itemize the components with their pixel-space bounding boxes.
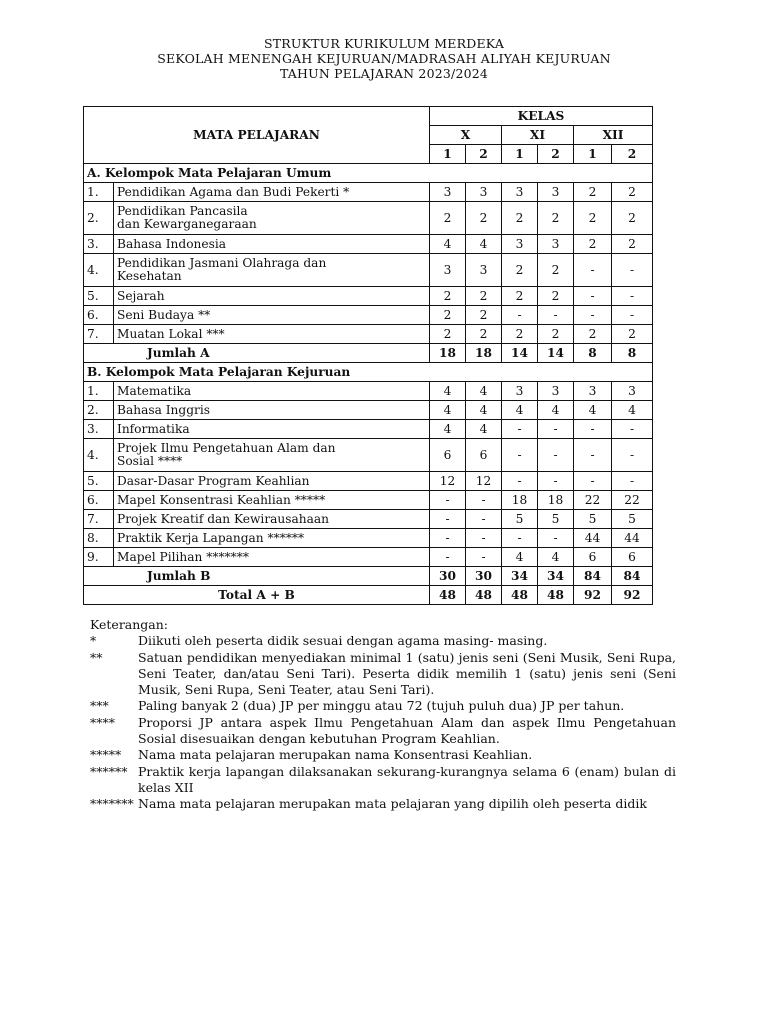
hours-cell: - — [538, 306, 574, 325]
subject-row — [84, 254, 653, 287]
row-number: 3. — [84, 420, 114, 439]
note-text: Diikuti oleh peserta didik sesuai dengan agama masing- masing. — [138, 633, 548, 649]
note-mark: ** — [90, 649, 103, 665]
semester-header: 2 — [612, 145, 653, 164]
hours-cell: - — [574, 306, 612, 325]
hours-cell: 18 — [502, 491, 538, 510]
subject-row — [84, 382, 653, 401]
hours-cell: 22 — [612, 491, 653, 510]
hours-cell: 5 — [612, 510, 653, 529]
subject-row — [84, 287, 653, 306]
hours-cell: 2 — [574, 183, 612, 202]
hours-cell: - — [538, 472, 574, 491]
hours-cell: 12 — [430, 472, 466, 491]
hours-cell: 2 — [430, 325, 466, 344]
note-text: Praktik kerja lapangan dilaksanakan sekurang-kurangnya selama 6 (enam) bulan di kelas XII — [138, 763, 676, 795]
group-b — [84, 363, 653, 586]
notes-heading: Keterangan: — [90, 617, 169, 632]
hours-cell: 18 — [538, 491, 574, 510]
hours-cell: 2 — [502, 202, 538, 235]
hours-cell: 2 — [612, 183, 653, 202]
hours-cell: 4 — [538, 548, 574, 567]
hours-cell: 6 — [574, 548, 612, 567]
subject-row — [84, 401, 653, 420]
notes-list — [90, 633, 676, 812]
hours-cell: 6 — [612, 548, 653, 567]
row-number: 1. — [84, 382, 114, 401]
row-number: 2. — [84, 202, 114, 235]
hours-cell: 4 — [538, 401, 574, 420]
group-a-total-row — [84, 344, 653, 363]
total-cell: 18 — [466, 344, 502, 363]
hours-cell: 2 — [574, 235, 612, 254]
subject-name: Matematika — [114, 382, 430, 401]
hours-cell: 5 — [538, 510, 574, 529]
row-number: 2. — [84, 401, 114, 420]
row-number: 6. — [84, 306, 114, 325]
hours-cell: 4 — [466, 382, 502, 401]
hours-cell: 4 — [502, 548, 538, 567]
hours-cell: - — [502, 472, 538, 491]
semester-header: 2 — [538, 145, 574, 164]
hours-cell: 6 — [430, 439, 466, 472]
total-cell: 30 — [466, 567, 502, 586]
hours-cell: 2 — [502, 254, 538, 287]
group-a — [84, 164, 653, 363]
hours-cell: - — [430, 491, 466, 510]
group-a-total-label: Jumlah A — [84, 344, 430, 363]
hours-cell: - — [574, 420, 612, 439]
row-number: 7. — [84, 510, 114, 529]
subject-name: Bahasa Inggris — [114, 401, 430, 420]
hours-cell: 2 — [538, 325, 574, 344]
hours-cell: 2 — [612, 325, 653, 344]
hours-cell: 3 — [430, 254, 466, 287]
note-item — [90, 698, 676, 714]
hours-cell: 4 — [574, 401, 612, 420]
row-number: 1. — [84, 183, 114, 202]
hours-cell: 3 — [466, 254, 502, 287]
hours-cell: 3 — [430, 183, 466, 202]
hours-cell: - — [574, 287, 612, 306]
row-number: 6. — [84, 491, 114, 510]
subject-name: Muatan Lokal *** — [114, 325, 430, 344]
curriculum-table — [83, 106, 653, 605]
hours-cell: 4 — [430, 401, 466, 420]
row-number: 4. — [84, 439, 114, 472]
row-number: 3. — [84, 235, 114, 254]
hours-cell: - — [612, 439, 653, 472]
hours-cell: 44 — [612, 529, 653, 548]
subject-header: MATA PELAJARAN — [84, 107, 430, 164]
hours-cell: - — [502, 439, 538, 472]
semester-header: 1 — [574, 145, 612, 164]
subject-name: Pendidikan Pancasila dan Kewarganegaraan — [114, 202, 430, 235]
grand-total-cell: 92 — [612, 586, 653, 605]
group-b-title: B. Kelompok Mata Pelajaran Kejuruan — [84, 363, 653, 382]
total-cell: 84 — [612, 567, 653, 586]
hours-cell: 3 — [538, 183, 574, 202]
row-number: 8. — [84, 529, 114, 548]
total-cell: 18 — [430, 344, 466, 363]
subject-row — [84, 235, 653, 254]
subject-name: Dasar-Dasar Program Keahlian — [114, 472, 430, 491]
hours-cell: 2 — [538, 254, 574, 287]
hours-cell: - — [574, 254, 612, 287]
total-cell: 14 — [502, 344, 538, 363]
hours-cell: 2 — [502, 287, 538, 306]
group-a-title: A. Kelompok Mata Pelajaran Umum — [84, 164, 653, 183]
hours-cell: 4 — [612, 401, 653, 420]
subject-name: Sejarah — [114, 287, 430, 306]
hours-cell: - — [466, 510, 502, 529]
note-text: Nama mata pelajaran merupakan mata pelajaran yang dipilih oleh peserta didik — [138, 796, 647, 812]
grand-total-cell: 48 — [502, 586, 538, 605]
hours-cell: 2 — [574, 325, 612, 344]
total-cell: 34 — [502, 567, 538, 586]
hours-cell: 2 — [430, 287, 466, 306]
hours-cell: - — [466, 529, 502, 548]
hours-cell: 2 — [502, 325, 538, 344]
hours-cell: - — [466, 491, 502, 510]
semester-header: 2 — [466, 145, 502, 164]
hours-cell: - — [574, 439, 612, 472]
subject-name: Pendidikan Jasmani Olahraga dan Kesehatan — [114, 254, 430, 287]
total-cell: 14 — [538, 344, 574, 363]
grand-total-label: Total A + B — [84, 586, 430, 605]
hours-cell: 3 — [466, 183, 502, 202]
note-item — [90, 747, 676, 763]
subject-name: Mapel Konsentrasi Keahlian ***** — [114, 491, 430, 510]
hours-cell: 6 — [466, 439, 502, 472]
page-title — [0, 36, 768, 81]
hours-cell: - — [612, 254, 653, 287]
kelas-header: KELAS — [430, 107, 653, 126]
group-b-total-label: Jumlah B — [84, 567, 430, 586]
hours-cell: 4 — [430, 420, 466, 439]
hours-cell: 3 — [612, 382, 653, 401]
hours-cell: - — [538, 420, 574, 439]
hours-cell: 2 — [574, 202, 612, 235]
hours-cell: - — [502, 306, 538, 325]
note-item — [90, 764, 676, 797]
subject-row — [84, 439, 653, 472]
hours-cell: 2 — [430, 202, 466, 235]
subject-row — [84, 420, 653, 439]
row-number: 9. — [84, 548, 114, 567]
hours-cell: 4 — [466, 420, 502, 439]
hours-cell: 3 — [502, 235, 538, 254]
hours-cell: 2 — [466, 287, 502, 306]
note-item — [90, 715, 676, 748]
grand-total-cell: 48 — [538, 586, 574, 605]
row-number: 7. — [84, 325, 114, 344]
title-line-1: STRUKTUR KURIKULUM MERDEKA — [263, 36, 505, 51]
semester-header: 1 — [430, 145, 466, 164]
hours-cell: - — [574, 472, 612, 491]
note-item — [90, 633, 676, 649]
hours-cell: 2 — [612, 235, 653, 254]
row-number: 4. — [84, 254, 114, 287]
subject-name: Projek Kreatif dan Kewirausahaan — [114, 510, 430, 529]
subject-row — [84, 325, 653, 344]
subject-row — [84, 472, 653, 491]
total-cell: 34 — [538, 567, 574, 586]
hours-cell: - — [502, 420, 538, 439]
note-mark: **** — [90, 714, 115, 730]
subject-name: Praktik Kerja Lapangan ****** — [114, 529, 430, 548]
hours-cell: 4 — [466, 235, 502, 254]
subject-row — [84, 202, 653, 235]
hours-cell: - — [466, 548, 502, 567]
hours-cell: - — [430, 548, 466, 567]
title-line-2: SEKOLAH MENENGAH KEJURUAN/MADRASAH ALIYAH KEJURUAN — [157, 51, 611, 66]
subject-name: Mapel Pilihan ******* — [114, 548, 430, 567]
group-a-title-row — [84, 164, 653, 183]
row-number: 5. — [84, 472, 114, 491]
semester-header: 1 — [502, 145, 538, 164]
note-mark: ****** — [90, 763, 128, 779]
note-text: Paling banyak 2 (dua) JP per minggu atau 72 (tujuh puluh dua) JP per tahun. — [138, 698, 625, 714]
hours-cell: - — [430, 529, 466, 548]
grade-header: X — [430, 126, 502, 145]
hours-cell: 4 — [430, 235, 466, 254]
hours-cell: - — [612, 306, 653, 325]
hours-cell: 22 — [574, 491, 612, 510]
note-mark: ******* — [90, 796, 134, 812]
hours-cell: 2 — [538, 287, 574, 306]
subject-row — [84, 491, 653, 510]
hours-cell: 2 — [538, 202, 574, 235]
row-number: 5. — [84, 287, 114, 306]
subject-row — [84, 529, 653, 548]
hours-cell: - — [612, 420, 653, 439]
total-cell: 84 — [574, 567, 612, 586]
total-cell: 8 — [574, 344, 612, 363]
subject-name: Projek Ilmu Pengetahuan Alam dan Sosial **** — [114, 439, 430, 472]
note-item — [90, 796, 676, 812]
hours-cell: 5 — [502, 510, 538, 529]
hours-cell: - — [612, 472, 653, 491]
notes-section — [90, 617, 676, 813]
subject-name: Bahasa Indonesia — [114, 235, 430, 254]
hours-cell: - — [538, 439, 574, 472]
subject-name: Pendidikan Agama dan Budi Pekerti * — [114, 183, 430, 202]
subject-name: Seni Budaya ** — [114, 306, 430, 325]
group-b-title-row — [84, 363, 653, 382]
hours-cell: 4 — [430, 382, 466, 401]
hours-cell: 5 — [574, 510, 612, 529]
note-item — [90, 650, 676, 699]
hours-cell: - — [502, 529, 538, 548]
grand-total-cell: 92 — [574, 586, 612, 605]
hours-cell: 4 — [466, 401, 502, 420]
total-cell: 8 — [612, 344, 653, 363]
hours-cell: 2 — [466, 325, 502, 344]
total-cell: 30 — [430, 567, 466, 586]
hours-cell: 12 — [466, 472, 502, 491]
note-text: Satuan pendidikan menyediakan minimal 1 (satu) jenis seni (Seni Musik, Seni Rupa, Seni Teater, dan/atau Seni Tari). Peserta didik memilih 1 (satu) jenis seni (Seni Musik, Seni Rupa, Seni Teater, atau Seni Tari). — [138, 649, 676, 698]
subject-row — [84, 548, 653, 567]
subject-row — [84, 510, 653, 529]
subject-row — [84, 306, 653, 325]
grand-total-cell: 48 — [466, 586, 502, 605]
note-text: Proporsi JP antara aspek Ilmu Pengetahuan Alam dan aspek Ilmu Pengetahuan Sosial disesuaikan dengan kebutuhan Program Keahlian. — [138, 714, 676, 747]
hours-cell: 2 — [466, 202, 502, 235]
hours-cell: - — [430, 510, 466, 529]
group-b-total-row — [84, 567, 653, 586]
hours-cell: 2 — [612, 202, 653, 235]
hours-cell: - — [538, 529, 574, 548]
grand-total-cell: 48 — [430, 586, 466, 605]
hours-cell: 2 — [466, 306, 502, 325]
note-mark: * — [90, 633, 97, 649]
hours-cell: 3 — [502, 382, 538, 401]
hours-cell: 44 — [574, 529, 612, 548]
note-mark: ***** — [90, 747, 122, 763]
hours-cell: 3 — [538, 235, 574, 254]
note-mark: *** — [90, 698, 109, 714]
note-text: Nama mata pelajaran merupakan nama Konsentrasi Keahlian. — [138, 747, 533, 763]
grand-total-row — [84, 586, 653, 605]
subject-name: Informatika — [114, 420, 430, 439]
hours-cell: 3 — [538, 382, 574, 401]
hours-cell: 3 — [574, 382, 612, 401]
subject-row — [84, 183, 653, 202]
hours-cell: 4 — [502, 401, 538, 420]
title-line-3: TAHUN PELAJARAN 2023/2024 — [279, 66, 489, 81]
grade-header: XI — [502, 126, 574, 145]
hours-cell: - — [612, 287, 653, 306]
hours-cell: 3 — [502, 183, 538, 202]
grade-header: XII — [574, 126, 653, 145]
hours-cell: 2 — [430, 306, 466, 325]
